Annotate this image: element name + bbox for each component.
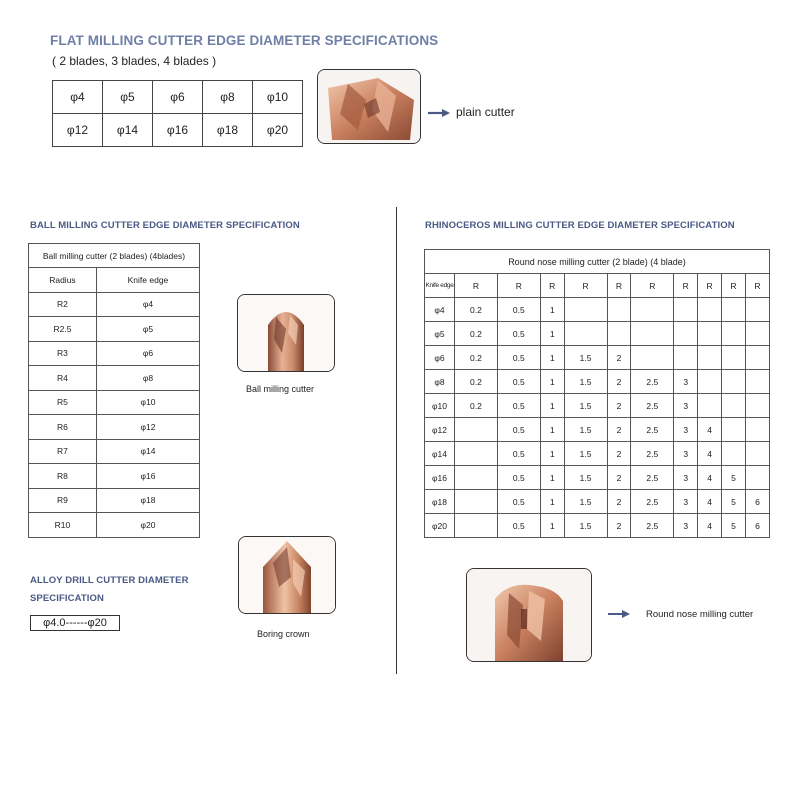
table-cell: 0.2	[455, 322, 498, 346]
table-cell: 1	[540, 298, 564, 322]
table-cell: 1.5	[564, 346, 607, 370]
table-cell: 0.2	[455, 394, 498, 418]
table-cell: 3	[674, 418, 698, 442]
table-cell	[631, 346, 674, 370]
table-cell: 0.5	[497, 346, 540, 370]
table-cell	[745, 442, 769, 466]
table-cell: 1	[540, 418, 564, 442]
table-cell	[607, 322, 631, 346]
table-cell	[564, 298, 607, 322]
table-cell: φ20	[253, 114, 303, 147]
column-header: R	[607, 274, 631, 298]
table-cell: φ5	[96, 317, 199, 342]
table-cell: R3	[29, 341, 97, 366]
table-cell: 0.5	[497, 466, 540, 490]
table-cell	[722, 322, 746, 346]
table-cell	[698, 346, 722, 370]
table-cell: 4	[698, 490, 722, 514]
table-cell	[722, 442, 746, 466]
table-cell: 3	[674, 514, 698, 538]
table-cell: 3	[674, 370, 698, 394]
table-row	[29, 366, 200, 391]
table-cell: 1	[540, 442, 564, 466]
table-cell: φ16	[153, 114, 203, 147]
table-row	[425, 514, 770, 538]
table-cell: φ10	[253, 81, 303, 114]
table-cell: 0.5	[497, 442, 540, 466]
table-cell: 3	[674, 490, 698, 514]
table-row	[29, 439, 200, 464]
table-row	[29, 390, 200, 415]
table-cell: φ6	[425, 346, 455, 370]
column-header: Knife edge	[96, 268, 199, 293]
rhino-section-title: RHINOCEROS MILLING CUTTER EDGE DIAMETER SPECIFICATION	[425, 220, 735, 231]
table-cell	[674, 346, 698, 370]
table-cell: 1.5	[564, 370, 607, 394]
table-cell	[674, 298, 698, 322]
table-row	[29, 464, 200, 489]
table-cell: 1	[540, 490, 564, 514]
table-cell: 1	[540, 346, 564, 370]
table-cell: R8	[29, 464, 97, 489]
table-cell: R4	[29, 366, 97, 391]
column-header: R	[722, 274, 746, 298]
table-row	[425, 298, 770, 322]
table-cell: 3	[674, 394, 698, 418]
table-cell: φ14	[103, 114, 153, 147]
table-cell: R5	[29, 390, 97, 415]
table-cell	[455, 418, 498, 442]
flat-spec-table	[52, 80, 303, 147]
table-cell: 2.5	[631, 466, 674, 490]
column-header: Radius	[29, 268, 97, 293]
table-cell: 6	[745, 490, 769, 514]
table-cell	[722, 418, 746, 442]
table-cell: φ6	[153, 81, 203, 114]
table-cell: φ14	[425, 442, 455, 466]
table-cell	[722, 346, 746, 370]
table-cell	[745, 466, 769, 490]
table-cell: φ4	[96, 292, 199, 317]
table-cell	[745, 322, 769, 346]
table-cell: 2.5	[631, 370, 674, 394]
table-cell: 0.5	[497, 394, 540, 418]
table-row	[29, 488, 200, 513]
table-cell: 2	[607, 466, 631, 490]
table-cell: φ10	[425, 394, 455, 418]
table-cell: R9	[29, 488, 97, 513]
table-title: Ball milling cutter (2 blades) (4blades)	[29, 244, 200, 268]
table-cell: R6	[29, 415, 97, 440]
rhino-table-body	[425, 298, 770, 538]
flat-section-subtitle: ( 2 blades, 3 blades, 4 blades )	[52, 54, 217, 68]
table-cell: 0.2	[455, 346, 498, 370]
table-cell	[698, 298, 722, 322]
ball-spec-table	[28, 243, 200, 538]
table-cell: R7	[29, 439, 97, 464]
table-cell	[455, 514, 498, 538]
table-cell: φ16	[425, 466, 455, 490]
table-cell: 2.5	[631, 490, 674, 514]
table-cell: 2	[607, 442, 631, 466]
table-cell: 3	[674, 442, 698, 466]
table-cell	[631, 322, 674, 346]
drill-diameter-range: φ4.0------φ20	[30, 615, 120, 631]
table-cell: φ8	[96, 366, 199, 391]
flat-section-title: FLAT MILLING CUTTER EDGE DIAMETER SPECIFICATIONS	[50, 33, 439, 48]
table-row	[425, 250, 770, 274]
table-cell: φ12	[96, 415, 199, 440]
table-row	[425, 418, 770, 442]
table-cell: φ16	[96, 464, 199, 489]
table-cell: φ14	[96, 439, 199, 464]
table-cell: 4	[698, 418, 722, 442]
column-header: R	[631, 274, 674, 298]
table-cell	[745, 418, 769, 442]
table-cell: R10	[29, 513, 97, 538]
table-cell: 4	[698, 442, 722, 466]
table-cell: R2.5	[29, 317, 97, 342]
round-nose-cutter-caption: Round nose milling cutter	[646, 609, 754, 620]
table-header-row	[425, 274, 770, 298]
table-cell: 4	[698, 514, 722, 538]
table-cell	[722, 394, 746, 418]
table-cell: 2.5	[631, 514, 674, 538]
table-cell: 3	[674, 466, 698, 490]
table-row	[425, 322, 770, 346]
table-cell: 1	[540, 394, 564, 418]
arrow-right-icon	[428, 109, 450, 117]
column-header: R	[698, 274, 722, 298]
table-cell: φ18	[203, 114, 253, 147]
table-cell: φ4	[425, 298, 455, 322]
table-cell: 2.5	[631, 394, 674, 418]
table-cell: φ8	[203, 81, 253, 114]
table-cell: 2	[607, 514, 631, 538]
table-cell	[722, 370, 746, 394]
table-cell: φ20	[425, 514, 455, 538]
table-row	[425, 442, 770, 466]
table-cell: 0.2	[455, 370, 498, 394]
table-cell: R2	[29, 292, 97, 317]
table-cell	[455, 466, 498, 490]
table-cell: 1.5	[564, 514, 607, 538]
table-cell: 1	[540, 466, 564, 490]
table-cell: 2	[607, 394, 631, 418]
table-cell: 2.5	[631, 418, 674, 442]
column-header: R	[674, 274, 698, 298]
table-cell: 1.5	[564, 394, 607, 418]
table-cell: 5	[722, 466, 746, 490]
table-cell: φ10	[96, 390, 199, 415]
table-cell: 6	[745, 514, 769, 538]
table-cell: 2	[607, 490, 631, 514]
table-cell: 4	[698, 466, 722, 490]
round-nose-cutter-image	[466, 568, 592, 662]
table-cell: 5	[722, 490, 746, 514]
table-cell: 0.5	[497, 514, 540, 538]
table-row	[29, 292, 200, 317]
table-cell	[455, 442, 498, 466]
rhino-spec-table	[424, 249, 770, 538]
table-row	[53, 114, 303, 147]
table-row	[425, 370, 770, 394]
table-row	[425, 394, 770, 418]
table-cell	[745, 370, 769, 394]
table-cell: 1.5	[564, 490, 607, 514]
section-divider	[396, 207, 397, 674]
table-cell	[564, 322, 607, 346]
arrow-right-icon	[608, 610, 630, 618]
table-cell: 1	[540, 514, 564, 538]
plain-cutter-caption: plain cutter	[456, 105, 515, 119]
table-cell: φ12	[425, 418, 455, 442]
table-cell: φ18	[96, 488, 199, 513]
table-row	[29, 317, 200, 342]
table-cell	[745, 394, 769, 418]
table-cell	[722, 298, 746, 322]
boring-crown-caption: Boring crown	[257, 629, 310, 639]
table-cell: 0.5	[497, 322, 540, 346]
column-header: R	[564, 274, 607, 298]
table-cell: φ6	[96, 341, 199, 366]
table-cell: 5	[722, 514, 746, 538]
boring-crown-image	[238, 536, 336, 614]
column-header: R	[455, 274, 498, 298]
column-header: R	[540, 274, 564, 298]
ball-cutter-image	[237, 294, 335, 372]
table-header-row	[29, 268, 200, 293]
ball-section-title: BALL MILLING CUTTER EDGE DIAMETER SPECIFICATION	[30, 220, 300, 231]
table-cell: 1.5	[564, 442, 607, 466]
table-cell: φ4	[53, 81, 103, 114]
table-row	[53, 81, 303, 114]
table-cell: φ20	[96, 513, 199, 538]
table-cell: φ8	[425, 370, 455, 394]
column-header: R	[497, 274, 540, 298]
table-row	[29, 513, 200, 538]
table-cell	[698, 322, 722, 346]
table-row	[29, 341, 200, 366]
table-cell: 2	[607, 346, 631, 370]
table-cell	[674, 322, 698, 346]
table-row	[425, 490, 770, 514]
table-cell: 2	[607, 418, 631, 442]
drill-section-title-line2: SPECIFICATION	[30, 593, 104, 604]
table-cell: 0.2	[455, 298, 498, 322]
table-row	[425, 466, 770, 490]
table-cell: 0.5	[497, 298, 540, 322]
table-cell: 1	[540, 322, 564, 346]
table-cell: 0.5	[497, 418, 540, 442]
table-cell: 0.5	[497, 370, 540, 394]
table-cell: φ12	[53, 114, 103, 147]
table-cell	[455, 490, 498, 514]
table-cell	[698, 370, 722, 394]
table-cell: 2.5	[631, 442, 674, 466]
table-title: Round nose milling cutter (2 blade) (4 blade)	[425, 250, 770, 274]
table-cell: 1	[540, 370, 564, 394]
table-cell: 0.5	[497, 490, 540, 514]
column-header: R	[745, 274, 769, 298]
table-cell	[745, 298, 769, 322]
table-cell: 1.5	[564, 466, 607, 490]
ball-cutter-caption: Ball milling cutter	[246, 384, 315, 394]
table-cell	[607, 298, 631, 322]
column-header: Knife edge	[425, 274, 455, 298]
plain-cutter-image	[317, 69, 421, 144]
table-cell	[698, 394, 722, 418]
table-cell: φ5	[103, 81, 153, 114]
table-row	[29, 415, 200, 440]
table-row	[29, 244, 200, 268]
table-cell: 2	[607, 370, 631, 394]
table-cell	[745, 346, 769, 370]
table-cell: φ18	[425, 490, 455, 514]
drill-section-title: ALLOY DRILL CUTTER DIAMETER	[30, 575, 189, 586]
table-cell: φ5	[425, 322, 455, 346]
table-cell	[631, 298, 674, 322]
table-row	[425, 346, 770, 370]
table-cell: 1.5	[564, 418, 607, 442]
